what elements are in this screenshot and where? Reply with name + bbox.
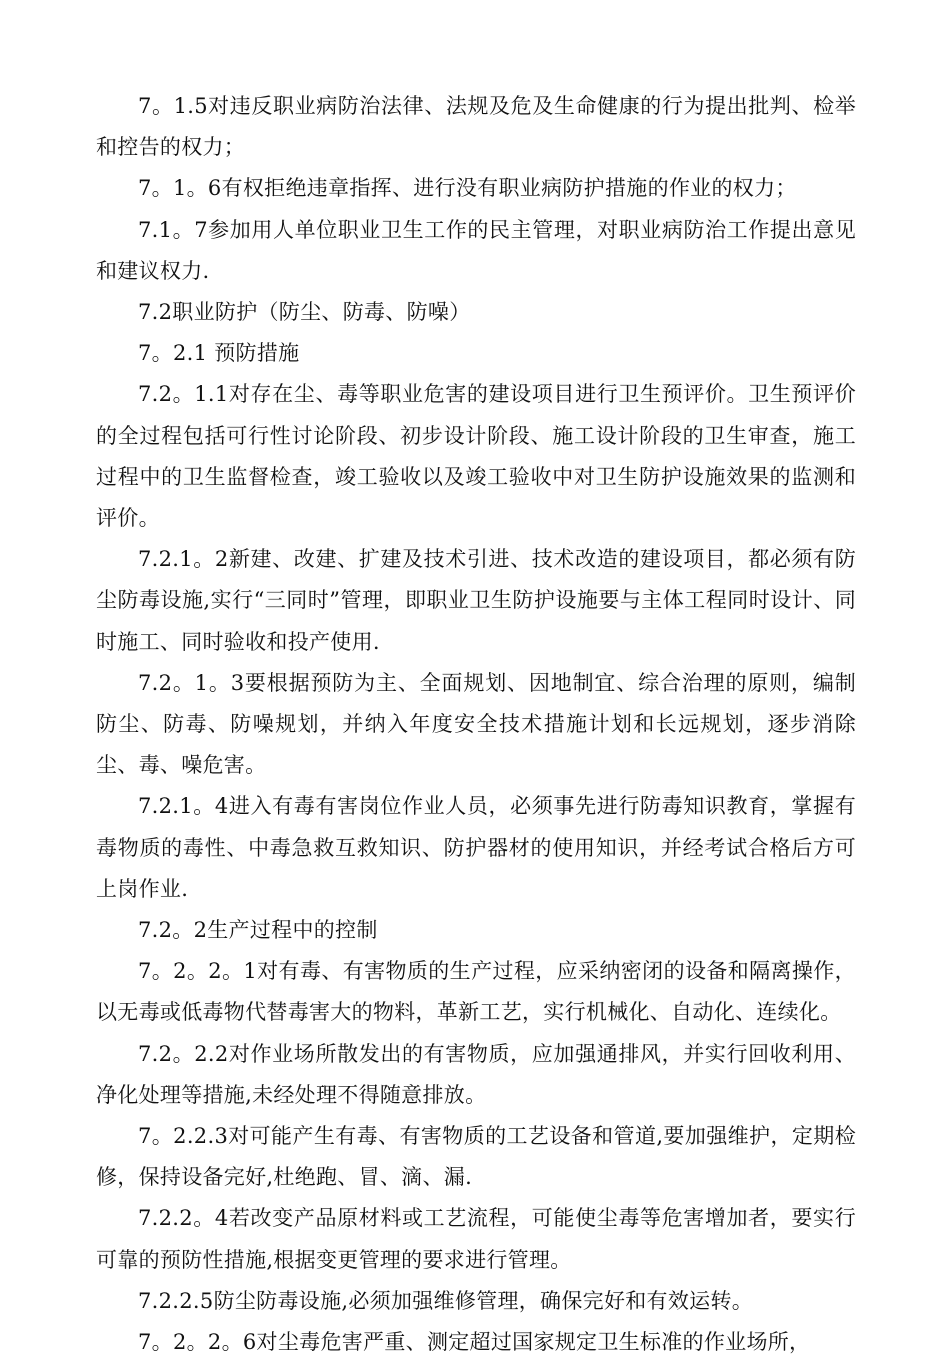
- paragraph-7-1-7: 7.1。7参加用人单位职业卫生工作的民主管理，对职业病防治工作提出意见和建议权力.: [96, 217, 856, 283]
- heading-7-2-2: 7.2。2生产过程中的控制: [138, 918, 378, 943]
- paragraph-7-2-1-4: 7.2.1。4进入有毒有害岗位作业人员，必须事先进行防毒知识教育，掌握有毒物质的毒性、中毒急救互救知识、防护器材的使用知识，并经考试合格后方可上岗作业.: [96, 794, 856, 901]
- paragraph-7-2-1-3: 7.2。1。3要根据预防为主、全面规划、因地制宜、综合治理的原则，编制防尘、防毒、防噪规划，并纳入年度安全技术措施计划和长远规划，逐步消除尘、毒、噪危害。: [96, 670, 856, 778]
- paragraph-7-2-2-4: 7.2.2。4若改变产品原材料或工艺流程，可能使尘毒等危害增加者，要实行可靠的预防性措施,根据变更管理的要求进行管理。: [96, 1206, 856, 1272]
- paragraph-7-2-1-1: 7.2。1.1对存在尘、毒等职业危害的建设项目进行卫生预评价。卫生预评价的全过程包括可行性讨论阶段、初步设计阶段、施工设计阶段的卫生审查，施工过程中的卫生监督检查，竣工验收以及竣工验收中对卫生防护设施效果的监测和评价。: [96, 382, 856, 531]
- paragraph-7-1-5: 7。1.5对违反职业病防治法律、法规及危及生命健康的行为提出批判、检举和控告的权力；: [96, 94, 856, 160]
- document-body: [96, 86, 856, 1363]
- paragraph-7-2-2-5: 7.2.2.5防尘防毒设施,必须加强维修管理，确保完好和有效运转。: [138, 1288, 754, 1313]
- paragraph-7-2-2-2: 7.2。2.2对作业场所散发出的有害物质，应加强通排风，并实行回收利用、净化处理等措施,未经处理不得随意排放。: [96, 1041, 856, 1107]
- heading-7-2: 7.2职业防护（防尘、防毒、防噪）: [138, 300, 471, 325]
- paragraph-7-2-2-3: 7。2.2.3对可能产生有毒、有害物质的工艺设备和管道,要加强维护，定期检修，保持设备完好,杜绝跑、冒、滴、漏.: [96, 1124, 856, 1190]
- heading-7-2-1: 7。2.1 预防措施: [138, 341, 300, 366]
- paragraph-7-2-1-2: 7.2.1。2新建、改建、扩建及技术引进、技术改造的建设项目，都必须有防尘防毒设施,实行“三同时”管理，即职业卫生防护设施要与主体工程同时设计、同时施工、同时验收和投产使用.: [96, 547, 856, 654]
- paragraph-7-1-6: 7。1。6有权拒绝违章指挥、进行没有职业病防护措施的作业的权力；: [138, 176, 797, 201]
- paragraph-7-2-2-6: 7。2。2。6对尘毒危害严重、测定超过国家规定卫生标准的作业场所，: [138, 1330, 811, 1355]
- paragraph-7-2-2-1: 7。2。2。1对有毒、有害物质的生产过程，应采纳密闭的设备和隔离操作，以无毒或低毒物代替毒害大的物料，革新工艺，实行机械化、自动化、连续化。: [96, 959, 856, 1025]
